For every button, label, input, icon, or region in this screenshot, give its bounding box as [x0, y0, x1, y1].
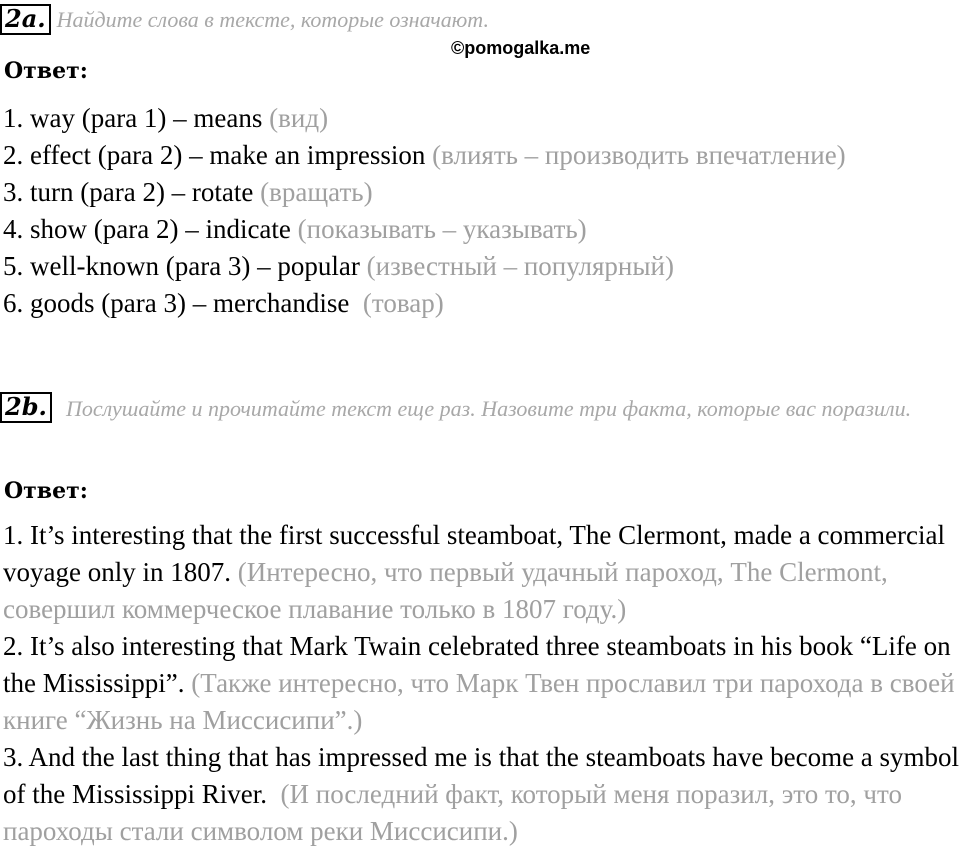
list-item	[3, 100, 846, 137]
list-item	[3, 628, 960, 739]
watermark: ©pomogalka.me	[451, 38, 591, 58]
task-2a-answer-label: Ответ:	[4, 58, 88, 84]
list-item	[3, 739, 960, 850]
answer-ru: (Интересно, что первый удачный пароход, The Clermont, совершил коммерческое плавание только в 1807 году.)	[3, 557, 888, 624]
answer-ru: (показывать – указывать)	[297, 214, 587, 244]
answer-ru: (вращать)	[260, 177, 373, 207]
task-2b-answer-list	[3, 517, 960, 850]
answer-en: 1. way (para 1) – means	[3, 103, 263, 133]
list-item	[3, 137, 846, 174]
answer-ru: (влиять – производить впечатление)	[432, 140, 846, 170]
answer-ru: (И последний факт, который меня поразил, это то, что пароходы стали символом реки Миссисипи.)	[3, 779, 902, 846]
task-2b-answer-label: Ответ:	[4, 478, 88, 504]
answer-en: 2. effect (para 2) – make an impression	[3, 140, 426, 170]
task-2a-header	[0, 4, 489, 35]
list-item	[3, 248, 846, 285]
answer-en: 2. It’s also interesting that Mark Twain celebrated three steamboats in his book “Life on the Mississippi”.	[3, 631, 951, 698]
answer-ru: (известный – популярный)	[366, 251, 674, 281]
answer-en: 3. And the last thing that has impressed me is that the steamboats have become a symbol of the Mississippi River.	[3, 742, 960, 809]
answer-ru: (товар)	[362, 288, 444, 318]
task-2a-answer-list	[3, 100, 846, 322]
answer-ru: (Также интересно, что Марк Твен прославил три парохода в своей книге “Жизнь на Миссисипи”.)	[3, 668, 955, 735]
answer-en: 4. show (para 2) – indicate	[3, 214, 291, 244]
list-item	[3, 517, 960, 628]
task-2a-number: 2a.	[0, 4, 51, 35]
task-2b-instruction: Послушайте и прочитайте текст еще раз. Назовите три факта, которые вас поразили.	[66, 396, 912, 421]
answer-ru: (вид)	[269, 103, 329, 133]
task-2b-number: 2b.	[0, 392, 52, 423]
answer-en: 6. goods (para 3) – merchandise	[3, 288, 350, 318]
list-item	[3, 211, 846, 248]
answer-en: 1. It’s interesting that the first successful steamboat, The Clermont, made a commercial voyage only in 1807.	[3, 520, 945, 587]
list-item	[3, 174, 846, 211]
task-2b-header	[0, 392, 52, 423]
answer-en: 3. turn (para 2) – rotate	[3, 177, 254, 207]
answer-en: 5. well-known (para 3) – popular	[3, 251, 360, 281]
task-2a-instruction: Найдите слова в тексте, которые означают.	[56, 6, 489, 32]
list-item	[3, 285, 846, 322]
